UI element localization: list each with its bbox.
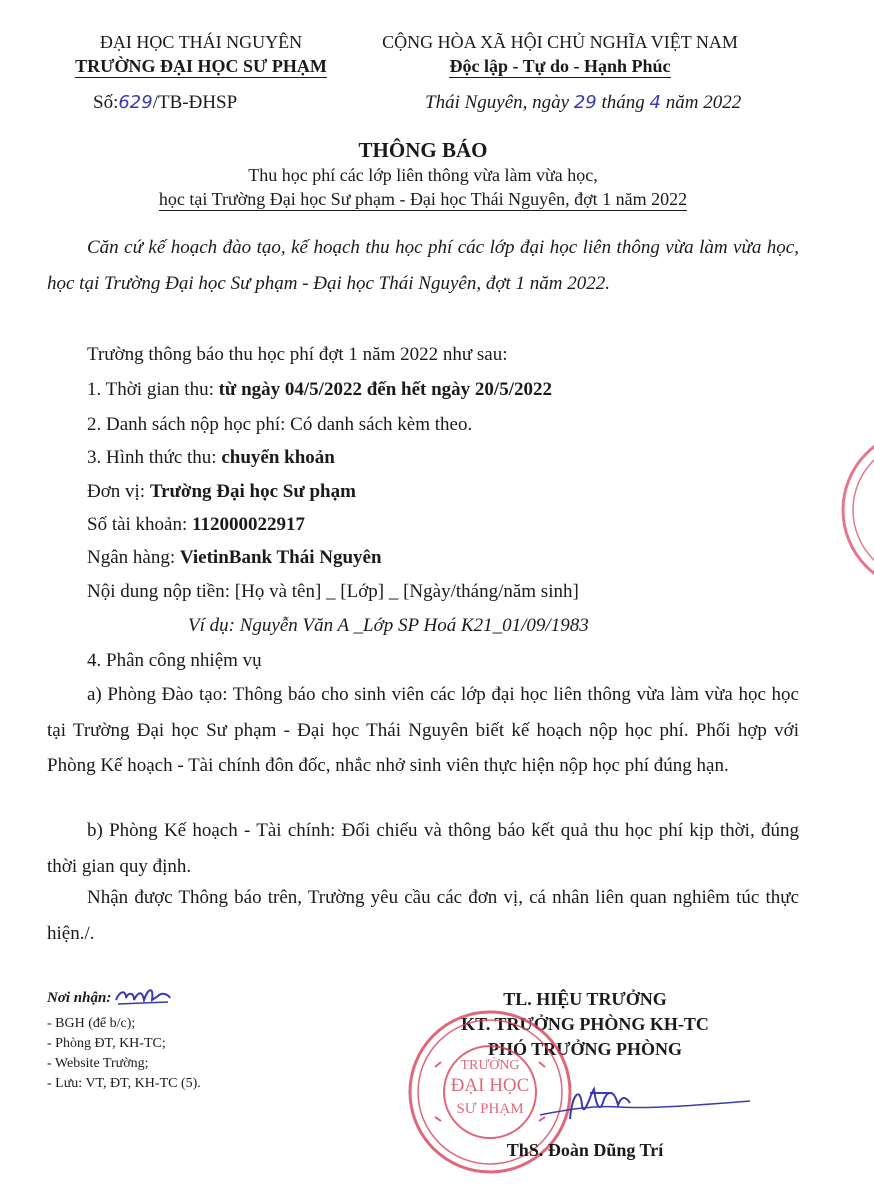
item-payment-list: 2. Danh sách nộp học phí: Có danh sách kèm theo. bbox=[87, 414, 473, 435]
signatory-name: ThS. Đoàn Dũng Trí bbox=[506, 1140, 664, 1160]
payment-example: Ví dụ: Nguyễn Văn A _Lớp SP Hoá K21_01/09/1983 bbox=[188, 615, 589, 636]
date-month: 4 bbox=[649, 92, 661, 113]
item-assignment-a: a) Phòng Đào tạo: Thông báo cho sinh viên các lớp đại học liên thông vừa làm vừa học học tại Trường Đại học Sư phạm - Đại học Thái Nguyên biết kế hoạch nộp học phí. Phối hợp với Phòng Kế hoạch - Tài chính đôn đốc, nhắc nhở sinh viên thực hiện nộp học phí đúng hạn. bbox=[47, 684, 799, 776]
header-left bbox=[55, 32, 347, 77]
recipients-label: Nơi nhận: bbox=[47, 990, 112, 1006]
school-name: TRƯỜNG ĐẠI HỌC SƯ PHẠM bbox=[75, 56, 327, 76]
payment-content-line: Nội dung nộp tiền: [Họ và tên] _ [Lớp] _ [Ngày/tháng/năm sinh] bbox=[87, 581, 579, 602]
recipient-item: - Lưu: VT, ĐT, KH-TC (5). bbox=[47, 1076, 201, 1091]
motto: Độc lập - Tự do - Hạnh Phúc bbox=[449, 56, 671, 76]
item-payment-method: 3. Hình thức thu: chuyển khoản bbox=[87, 447, 335, 468]
recipient-item: - Phòng ĐT, KH-TC; bbox=[47, 1036, 166, 1051]
recipient-item: - BGH (để b/c); bbox=[47, 1016, 136, 1031]
subtitle-line2: học tại Trường Đại học Sư phạm - Đại học Thái Nguyên, đợt 1 năm 2022 bbox=[158, 189, 688, 209]
edge-stamp bbox=[838, 425, 874, 595]
intro-text: Trường thông báo thu học phí đợt 1 năm 2022 như sau: bbox=[87, 344, 508, 365]
number-handwritten: 629 bbox=[118, 92, 153, 113]
closing-paragraph: Nhận được Thông báo trên, Trường yêu cầu các đơn vị, cá nhân liên quan nghiêm túc thực hiện./. bbox=[47, 887, 799, 944]
signature-title-2: KT. TRƯỞNG PHÒNG KH-TC bbox=[461, 1014, 709, 1034]
initials-mark bbox=[112, 982, 174, 1008]
account-line: Số tài khoản: 112000022917 bbox=[87, 514, 305, 535]
header-right bbox=[355, 32, 765, 77]
country-name: CỘNG HÒA XÃ HỘI CHỦ NGHĨA VIỆT NAM bbox=[382, 32, 738, 52]
item-assignment-b: b) Phòng Kế hoạch - Tài chính: Đối chiếu và thông báo kết quả thu học phí kịp thời, đúng thời gian quy định. bbox=[47, 820, 799, 877]
bank-line: Ngân hàng: VietinBank Thái Nguyên bbox=[87, 547, 382, 568]
document-number: Số:629/TB-ĐHSP bbox=[93, 92, 238, 113]
signature-title-1: TL. HIỆU TRƯỞNG bbox=[503, 989, 667, 1009]
item-collection-time: 1. Thời gian thu: từ ngày 04/5/2022 đến hết ngày 20/5/2022 bbox=[87, 379, 552, 400]
basis-paragraph: Căn cứ kế hoạch đào tạo, kế hoạch thu học phí các lớp đại học liên thông vừa làm vừa học, học tại Trường Đại học Sư phạm - Đại học Thái Nguyên, đợt 1 năm 2022. bbox=[47, 237, 799, 294]
signature-title-3: PHÓ TRƯỞNG PHÒNG bbox=[487, 1039, 682, 1059]
item-assignment: 4. Phân công nhiệm vụ bbox=[87, 650, 262, 671]
recipient-item: - Website Trường; bbox=[47, 1056, 149, 1071]
handwritten-signature bbox=[530, 1075, 760, 1135]
stamp-text: SƯ PHẠM bbox=[456, 1101, 524, 1117]
stamp-text: ĐẠI HỌC bbox=[450, 1075, 530, 1096]
date-day: 29 bbox=[573, 92, 597, 113]
date-line: Thái Nguyên, ngày 29 tháng 4 năm 2022 bbox=[425, 92, 742, 113]
stamp-text: TRƯỜNG bbox=[460, 1058, 520, 1073]
page-title: THÔNG BÁO bbox=[358, 138, 488, 162]
subtitle-line1: Thu học phí các lớp liên thông vừa làm vừa học, bbox=[248, 165, 598, 185]
unit-line: Đơn vị: Trường Đại học Sư phạm bbox=[87, 481, 356, 502]
org-name: ĐẠI HỌC THÁI NGUYÊN bbox=[99, 32, 303, 52]
